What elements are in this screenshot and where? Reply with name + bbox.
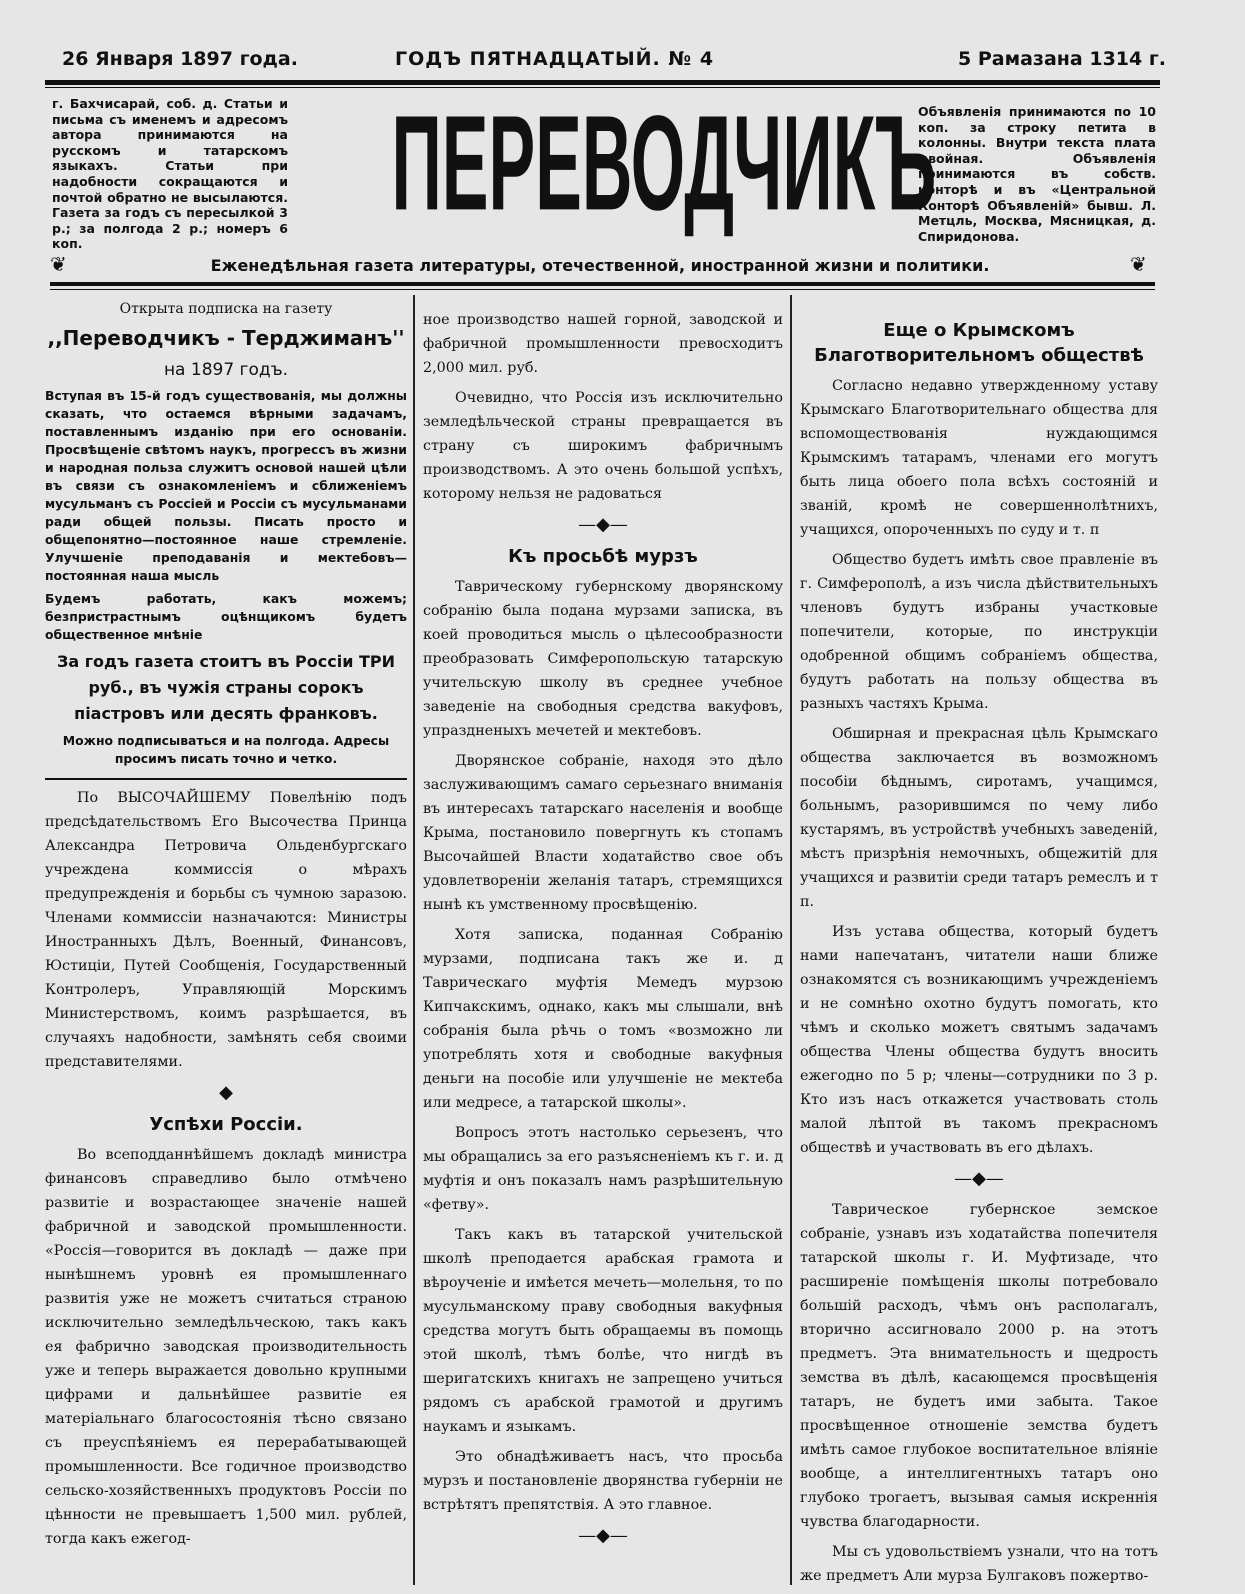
article-paragraph: Обширная и прекрасная цѣль Крымскаго общества заключается въ возможномъ пособіи бѣднымъ, сиротамъ, учащимся, больнымъ, разорившимся по чему либо кустарямъ, въ устройствѣ учебныхъ заведеній, мѣстъ призрѣнія немочныхъ, общежитій для учащихся и развитіи среди татаръ ремеслъ и т п. bbox=[800, 726, 1158, 910]
article-paragraph: Мы съ удовольствіемъ узнали, что на тотъ же предметъ Али мурза Булгаковъ пожертво- bbox=[800, 1544, 1158, 1584]
article-paragraph: Изъ устава общества, который будетъ нами напечатанъ, читатели наши ближе ознакомятся съ возникающимъ учрежденіемъ и не сомнѣно охотно будутъ помогать, кто чѣмъ и сколько можетъ святымъ задачамъ общества Члены общества будутъ вносить ежегодно по 5 р; члены—сотрудники по 3 р. Кто изъ насъ откажется участвовать столь малой лѣптой въ такомъ прекрасномъ обществѣ и участвовать въ его дѣлахъ. bbox=[800, 924, 1158, 1156]
article-paragraph: Таврическому губернскому дворянскому собранію была подана мурзами записка, въ коей проводиться мысль о цѣлесообразности преобразовать Симферопольскую татарскую учительскую школу въ среднее учебное заведеніе на свободныя средства вакуфовъ, упраздненыхъ мечетей и мектебовъ. bbox=[423, 579, 783, 739]
ornament-icon: ❦ bbox=[1130, 252, 1147, 276]
article-paragraph: Такъ какъ въ татарской учительской школѣ преподается арабская грамота и вѣроученіе и имѣется мечеть—молельня, то по мусульманскому праву свободныя вакуфныя средства могутъ быть обращаемы въ помощь этой школѣ, тѣмъ болѣе, что нигдѣ въ шеригатскихъ книгахъ не запрещено учиться рядомъ съ арабской грамотой и другимъ наукамъ и языкамъ. bbox=[423, 1227, 783, 1435]
article-paragraph: Очевидно, что Россія изъ исключительно земледѣльческой страны превращается въ страну съ широкимъ фабричнымъ производствомъ. А это очень большой успѣхъ, которому нельзя не радоваться bbox=[423, 390, 783, 502]
ornament-icon: ❦ bbox=[50, 252, 67, 276]
issue-number: ГОДЪ ПЯТНАДЦАТЫЙ. № 4 bbox=[395, 48, 715, 70]
article-headline: Къ просьбѣ мурзъ bbox=[508, 546, 698, 567]
article-paragraph: Дворянское собраніе, находя это дѣло заслуживающимъ самаго серьезнаго вниманія въ интересахъ татарскаго населенія и вообще Крыма, постановило повергнуть къ стопамъ Высочайшей Власти ходатайство свое объ удовлетвореніи желанія татаръ, стремящихся нынѣ къ умственному просвѣщенію. bbox=[423, 753, 783, 913]
subscription-intro: Открыта подписка на газету bbox=[119, 301, 333, 317]
ornament-icon: —◆— bbox=[578, 1525, 628, 1546]
hijri-date: 5 Рамазана 1314 г. bbox=[958, 48, 1166, 70]
article-paragraph: ное производство нашей горной, заводской и фабричной промышленности превосходитъ 2,000 мил. руб. bbox=[423, 312, 783, 376]
article-paragraph: Таврическое губернское земское собраніе, узнавъ изъ ходатайства попечителя татарской школы г. И. Муфтизаде, что расширеніе помѣщенія школы потребовало большій расходъ, чѣмъ онъ располагалъ, вторично ассигновало 2000 р. на этотъ предметъ. Эта внимательность и щедрость земства въ дѣлѣ, касающемся просвѣщенія татаръ, не будетъ ими забыта. Такое просвѣщенное отношеніе земства будетъ имѣть самое глубокое воспитательное вліяніе вообще, а интеллигентныхъ татаръ оно глубоко трогаетъ, вызывая самыя искреннія чувства благодарности. bbox=[800, 1202, 1158, 1530]
top-rule bbox=[45, 80, 1160, 85]
subscription-text: Вступая въ 15-й годъ существованія, мы должны сказать, что остаемся вѣрными задачамъ, поставленнымъ изданію при его основаніи. Просвѣщеніе свѣтомъ наукъ, прогрессъ въ жизни и народная польза служитъ основой нашей цѣли въ связи съ ознакомленіемъ и сближеніемъ мусульманъ съ Россіей и Россіи съ мусульманами ради общей пользы. Писать просто и общепонятно—постоянное наше стремленіе. Улучшеніе преподаванія и мектебовъ—постоянная наша мысль bbox=[45, 388, 407, 583]
advertising-notice: Объявленія принимаются по 10 коп. за строку петита в колонны. Внутри текста плата двойная. Объявленія принимаются въ собств. конторѣ и въ «Центральной Конторѣ Объявленій» бывш. Л. Метцль, Москва, Мясницкая, д. Спиридонова. bbox=[918, 104, 1156, 244]
article-headline: Еще о Крымскомъ Благотворительномъ обществѣ bbox=[814, 320, 1144, 366]
issue-date: 26 Января 1897 года. bbox=[62, 48, 298, 70]
article-paragraph: Общество будетъ имѣть свое правленіе въ г. Симферополѣ, а изъ числа дѣйствительныхъ членовъ будутъ избраны участковые попечители, которые, по инструкціи одобренной общимъ собраніемъ общества, будутъ работать на пользу общества въ разныхъ частяхъ Крыма. bbox=[800, 552, 1158, 712]
column-3 bbox=[800, 312, 1158, 1594]
article-paragraph: Это обнадѣживаетъ насъ, что просьба мурзъ и постановленіе дворянства губерніи не встрѣтятъ препятствія. А это главное. bbox=[423, 1449, 783, 1513]
article-paragraph: Хотя записка, поданная Собранію мурзами, подписана такъ же и. д Таврическаго муфтія Мемедъ мурзою Кипчакскимъ, однако, какъ мы слышали, внѣ собранія была рѣчь о томъ «возможно ли употреблять хотя и свободные вакуфныя деньги на пособіе или улучшеніе не мектеба или медресе, а татарской школы». bbox=[423, 927, 783, 1111]
section-rule bbox=[45, 778, 407, 780]
article-paragraph: Во всеподданнѣйшемъ докладѣ министра финансовъ справедливо было отмѣчено развитіе и возрастающее значеніе нашей фабричной и заводской промышленности. «Россія—говорится въ докладѣ — даже при нынѣшнемъ уровнѣ ея промышленнаго развитія уже не можетъ считаться страною исключительно земледѣльческою, такъ какъ ея фабрично заводская производительность уже и теперь выражается довольно крупными цифрами и дальнѣйшее развитіе ея матеріальнаго благосостоянія тѣсно связано съ преуспѣяніемъ ея перерабатывающей промышленности. Все годичное производство сельско-хозяйственныхъ продуктовъ Россіи по цѣнности не превышаетъ 1,500 мил. рублей, тогда какъ ежегод- bbox=[45, 1147, 407, 1547]
ornament-icon: —◆— bbox=[954, 1168, 1004, 1189]
subscription-year: на 1897 годъ. bbox=[163, 360, 289, 380]
ornament-icon: ◆ bbox=[219, 1082, 233, 1103]
newspaper-subtitle: Еженедѣльная газета литературы, отечественной, иностранной жизни и политики. bbox=[210, 256, 990, 275]
newspaper-title: ПЕРЕВОДЧИКЪ bbox=[391, 87, 937, 240]
column-1 bbox=[45, 300, 407, 1557]
column-2 bbox=[423, 308, 783, 1555]
editorial-notice: г. Бахчисарай, соб. д. Статьи и письма съ именемъ и адресомъ автора принимаются на русскомъ и татарскомъ языкахъ. Статьи при надобности сокращаются и почтой обратно не высылаются. Газета за годъ съ пересылкой 3 р.; за полгода 2 р.; номеръ 6 коп. bbox=[52, 96, 288, 252]
article-paragraph: Вопросъ этотъ настолько серьезенъ, что мы обращались за его разъясненіемъ къ г. и. д муфтія и онъ показалъ намъ разрѣшительную «фетву». bbox=[423, 1125, 783, 1213]
ornament-icon: —◆— bbox=[578, 514, 628, 535]
column-divider bbox=[790, 295, 792, 1585]
subscription-price: За годъ газета стоитъ въ Россіи ТРИ руб., въ чужія страны сорокъ піастровъ или десять франковъ. bbox=[56, 652, 396, 723]
article-paragraph: По ВЫСОЧАЙШЕМУ Повелѣнію подъ предсѣдательствомъ Его Высочества Принца Александра Петровича Ольденбургскаго учреждена коммиссія о мѣрахъ предупрежденія и борьбы съ чумною заразою. Членами коммиссіи назначаются: Министры Иностранныхъ Дѣлъ, Военный, Финансовъ, Юстиціи, Путей Сообщенія, Государственный Контролеръ, Управляющій Морскимъ Министерствомъ, коимъ разрѣшается, въ случаяхъ надобности, замѣнять себя своими представителями. bbox=[45, 790, 407, 1070]
header-rule bbox=[50, 282, 1155, 286]
article-headline: Успѣхи Россіи. bbox=[149, 1114, 303, 1135]
subscription-notice bbox=[45, 300, 407, 768]
subscription-text: Будемъ работать, какъ можемъ; безпристрастнымъ оцѣнщикомъ будетъ общественное мнѣніе bbox=[45, 591, 407, 642]
subscription-text: Можно подписываться и на полгода. Адресы просимъ писать точно и четко. bbox=[62, 733, 390, 766]
article-paragraph: Согласно недавно утвержденному уставу Крымскаго Благотворительнаго общества для вспомоществованія нуждающимся Крымскимъ татарамъ, членами его могутъ быть лица обоего пола всѣхъ состояній и званій, кромѣ не совершеннолѣтнихъ, учащихся, опороченныхъ по суду и т. п bbox=[800, 378, 1158, 538]
header-rule-thin bbox=[50, 289, 1155, 290]
subscription-title: ,,Переводчикъ - Терджиманъ'' bbox=[47, 326, 405, 350]
column-divider bbox=[413, 295, 415, 1585]
